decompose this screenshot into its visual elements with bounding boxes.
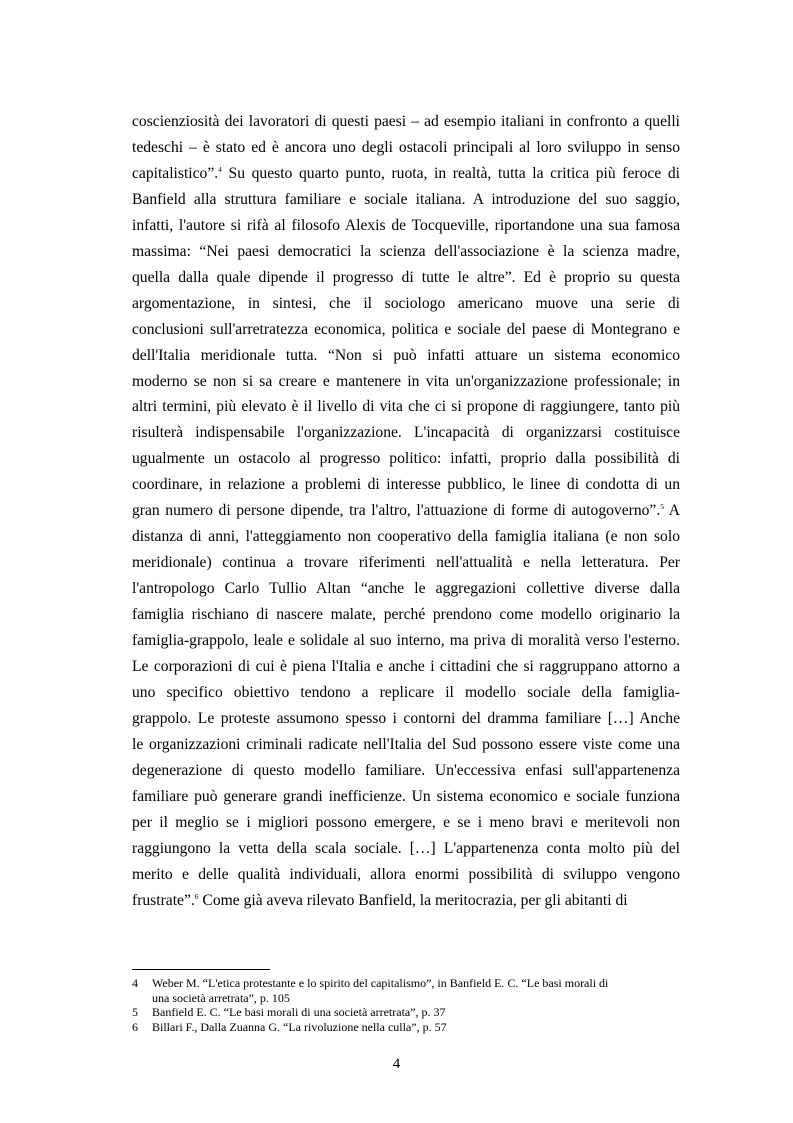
body-line: conclusioni sull'arretratezza economica, politica e sociale del paese di Montegrano e xyxy=(132,320,680,338)
body-line: tedeschi – è stato ed è ancora uno degli ostacoli principali al loro sviluppo in senso xyxy=(132,138,680,156)
body-line-text: gran numero di persone dipende, tra l'altro, l'attuazione di forme di autogoverno”. xyxy=(132,502,661,520)
footnote-number: 4 xyxy=(132,976,138,990)
body-line xyxy=(132,498,680,524)
body-line: l'antropologo Carlo Tullio Altan “anche le aggregazioni collettive diverse dalla xyxy=(132,580,680,598)
body-line: moderno se non si sa creare e mantenere in vita un'organizzazione professionale; in xyxy=(132,372,680,390)
body-line: coscienziosità dei lavoratori di questi paesi – ad esempio italiani in confronto a quelli xyxy=(132,113,680,130)
body-line: distanza di anni, l'atteggiamento non cooperativo della famiglia italiana (e non solo xyxy=(132,528,680,546)
footnote-reference[interactable]: 4 xyxy=(218,164,222,174)
body-line: raggiungono la vetta della scala sociale. […] L'appartenenza conta molto più del xyxy=(132,839,680,857)
body-line: degenerazione di questo modello familiare. Un'eccessiva enfasi sull'appartenenza xyxy=(132,761,680,779)
footnotes xyxy=(132,976,680,1034)
body-line: ugualmente un ostacolo al progresso politico: infatti, proprio dalla possibilità di xyxy=(132,450,680,468)
footnote-text: Billari F., Dalla Zuanna G. “La rivoluzione nella culla”, p. 57 xyxy=(152,1019,447,1034)
body-line: infatti, l'autore si rifà al filosofo Alexis de Tocqueville, riportandone una sua famosa xyxy=(132,216,680,234)
body-line-text: frustrate”. xyxy=(132,891,195,909)
body-line-text: Su questo quarto punto, ruota, in realtà, tutta la critica più feroce di xyxy=(221,164,680,182)
body-line: coordinare, in relazione a problemi di interesse pubblico, le linee di condotta di un xyxy=(132,476,680,494)
body-line: massima: “Nei paesi democratici la scienza dell'associazione è la scienza madre, xyxy=(132,242,680,260)
footnote-4 xyxy=(132,976,680,1005)
footnote-5 xyxy=(132,1005,680,1020)
footnote-6 xyxy=(132,1020,680,1035)
footnote-text: Banfield E. C. “Le basi morali di una società arretrata”, p. 37 xyxy=(152,1005,446,1020)
body-line-text: A xyxy=(664,502,680,520)
body-line: dell'Italia meridionale tutta. “Non si può infatti attuare un sistema economico xyxy=(132,346,680,364)
body-line: famiglia-grappolo, leale e solidale al suo interno, ma priva di moralità verso l'esterno. xyxy=(132,632,680,650)
body-line: meridionale) continua a trovare riferimenti nell'attualità e nella letteratura. Per xyxy=(132,554,680,572)
page-number: 4 xyxy=(392,1056,401,1072)
body-line: quella dalla quale dipende il progresso di tutte le altre”. Ed è proprio su questa xyxy=(132,268,680,286)
body-line: per il meglio se i migliori possono emergere, e se i meno bravi e meritevoli non xyxy=(132,813,680,831)
body-line: risulterà indispensabile l'organizzazione. L'incapacità di organizzarsi costituisce xyxy=(132,424,680,442)
body-line xyxy=(132,161,680,187)
footnote-reference[interactable]: 6 xyxy=(194,891,199,901)
footnote-reference[interactable]: 5 xyxy=(660,502,664,512)
body-line: uno specifico obiettivo tendono a replicare il modello sociale della famiglia- xyxy=(132,683,680,701)
body-line: le organizzazioni criminali radicate nell'Italia del Sud possono essere viste come una xyxy=(132,735,680,753)
body-line: grappolo. Le proteste assumono spesso i contorni del dramma familiare […] Anche xyxy=(132,709,680,727)
body-line-text: Come già aveva rilevato Banfield, la meritocrazia, per gli abitanti di xyxy=(198,891,628,909)
body-line: altri termini, più elevato è il livello di vita che ci si propone di raggiungere, tanto più xyxy=(132,398,680,416)
body-line: famiglia rischiano di nascere malate, perché prendono come modello originario la xyxy=(132,606,680,624)
body-line: argomentazione, in sintesi, che il sociologo americano muove una serie di xyxy=(132,294,680,312)
body-line-text: capitalistico”. xyxy=(132,164,219,182)
body-line: Le corporazioni di cui è piena l'Italia e anche i cittadini che si raggruppano attorno a xyxy=(132,658,680,676)
body-line: familiare può generare grandi inefficienze. Un sistema economico e sociale funziona xyxy=(132,787,680,805)
body-line xyxy=(132,888,680,914)
body-text xyxy=(132,109,680,914)
footnote-number: 5 xyxy=(132,1005,138,1020)
footnote-text: Weber M. “L'etica protestante e lo spirito del capitalismo”, in Banfield E. C. “Le basi morali di xyxy=(152,976,609,990)
footnote-number: 6 xyxy=(132,1019,138,1034)
body-line: merito e delle qualità individuali, allora enormi possibilità di sviluppo vengono xyxy=(132,865,680,883)
body-line: Banfield alla struttura familiare e sociale italiana. A introduzione del suo saggio, xyxy=(132,190,680,208)
footnote-separator xyxy=(132,969,270,970)
footnote-text: una società arretrata”, p. 105 xyxy=(152,990,290,1005)
